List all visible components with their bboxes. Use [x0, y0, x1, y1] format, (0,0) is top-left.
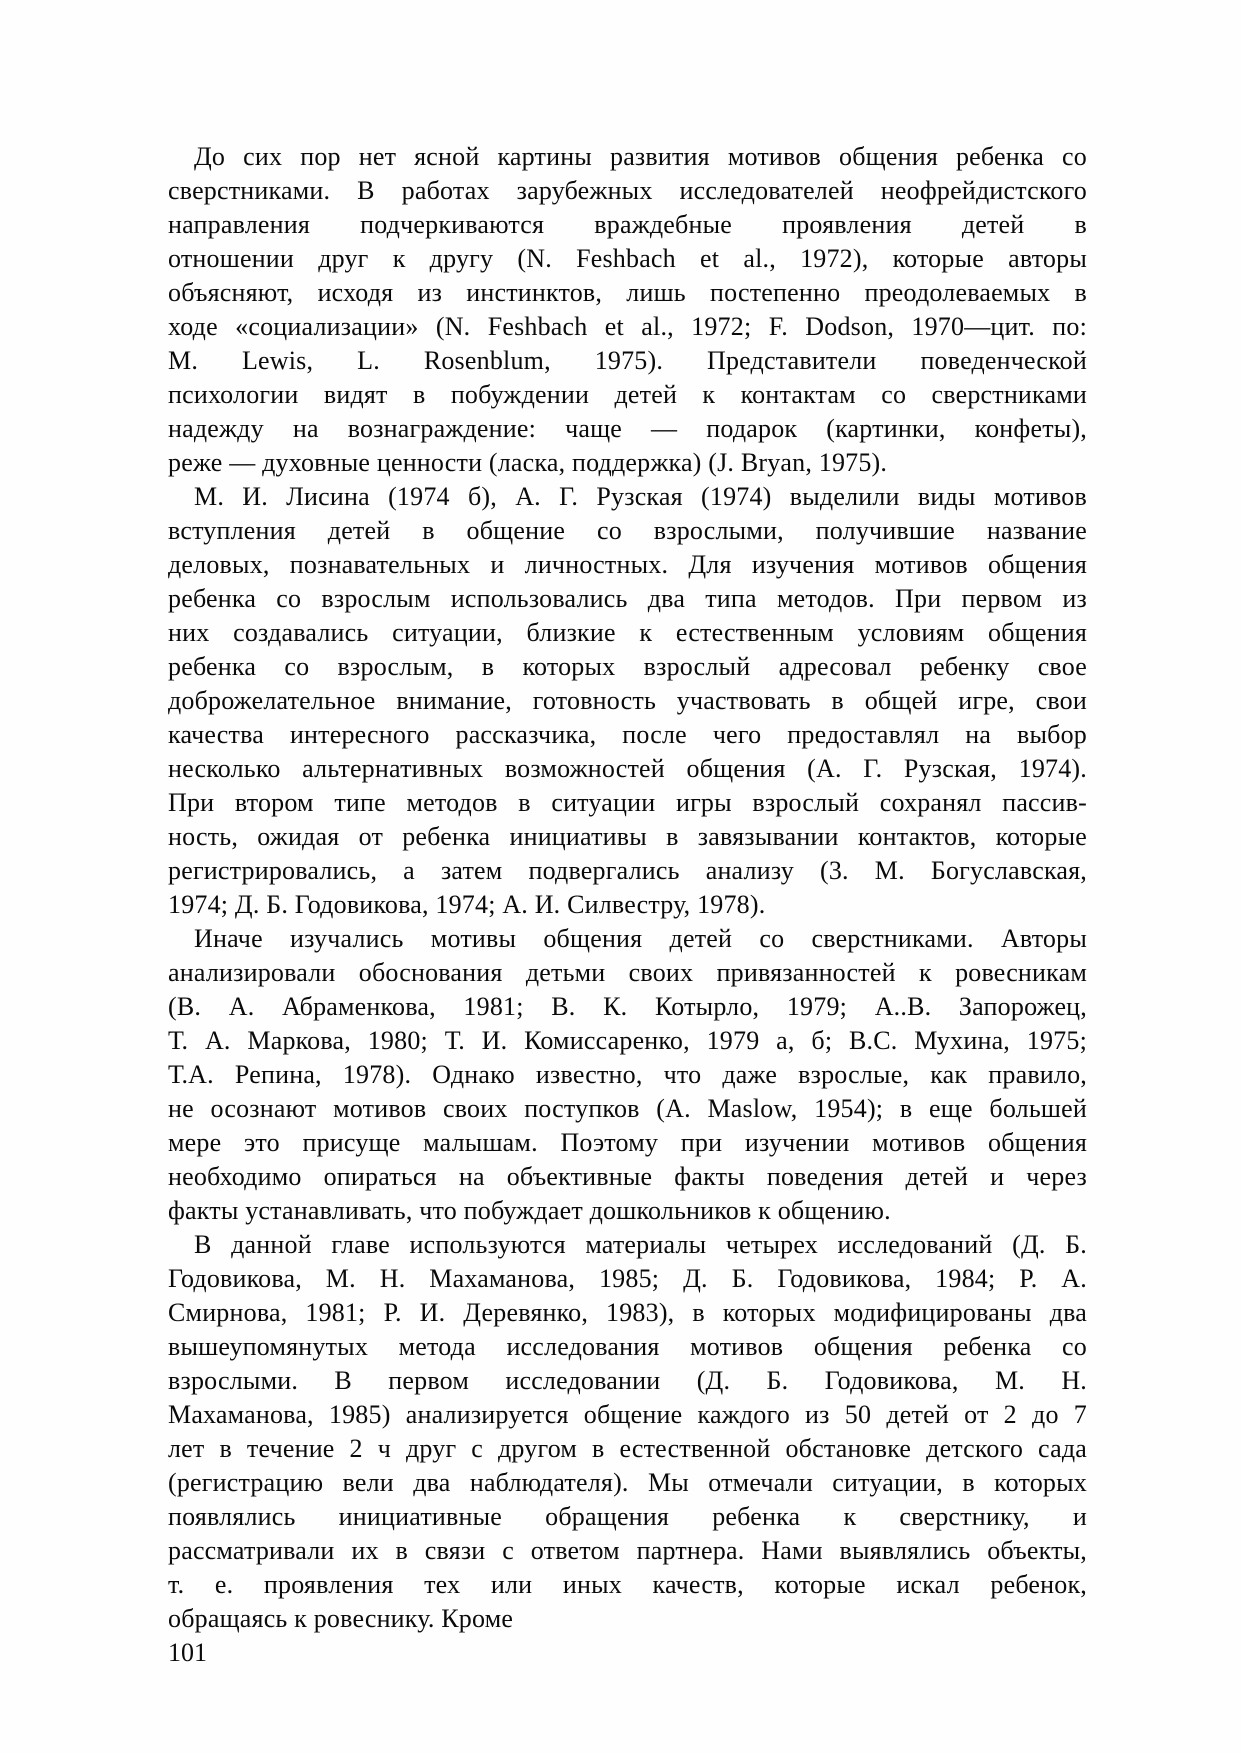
text-line: 1974; Д. Б. Годовикова, 1974; А. И. Силвестру, 1978). — [168, 890, 766, 919]
text-line: деловых, познавательных и личностных. Для изучения мотивов общения — [168, 550, 1087, 579]
text-line: Годовикова, М. Н. Махаманова, 1985; Д. Б. Годовикова, 1984; Р. А. — [168, 1264, 1087, 1293]
text-line: анализировали обоснования детьми своих привязанностей к ровесникам — [168, 958, 1087, 987]
text-line: отношении друг к другу (N. Feshbach et al., 1972), которые авторы — [168, 244, 1087, 273]
text-line: ходе «социализации» (N. Feshbach et al., 1972; F. Dodson, 1970—цит. по: — [168, 312, 1087, 341]
text-line: них создавались ситуации, близкие к естественным условиям общения — [168, 618, 1087, 647]
text-line: т. е. проявления тех или иных качеств, которые искал ребенок, — [168, 1570, 1087, 1599]
text-line: (В. А. Абраменкова, 1981; В. К. Котырло, 1979; А..В. Запорожец, — [168, 992, 1087, 1021]
text-line: мере это присуще малышам. Поэтому при изучении мотивов общения — [168, 1128, 1087, 1157]
text-line: ребенка со взрослым использовались два типа методов. При первом из — [168, 584, 1087, 613]
paragraph — [168, 480, 1087, 922]
text-line: Смирнова, 1981; Р. И. Деревянко, 1983), в которых модифицированы два — [168, 1298, 1087, 1327]
text-line: несколько альтернативных возможностей общения (А. Г. Рузская, 1974). — [168, 754, 1087, 783]
text-line: факты устанавливать, что побуждает дошкольников к общению. — [168, 1196, 891, 1225]
text-line: Т.А. Репина, 1978). Однако известно, что даже взрослые, как правило, — [168, 1060, 1087, 1089]
body-text — [168, 140, 1087, 1636]
text-line: надежду на вознаграждение: чаще — подарок (картинки, конфеты), — [168, 414, 1087, 443]
text-line: не осознают мотивов своих поступков (A. Maslow, 1954); в еще большей — [168, 1094, 1087, 1123]
text-line: Т. А. Маркова, 1980; Т. И. Комиссаренко, 1979 а, б; В.С. Мухина, 1975; — [168, 1026, 1087, 1055]
text-line: доброжелательное внимание, готовность участвовать в общей игре, свои — [168, 686, 1087, 715]
text-line: психологии видят в побуждении детей к контактам со сверстниками — [168, 380, 1087, 409]
text-line: регистрировались, а затем подвергались анализу (3. М. Богуславская, — [168, 856, 1087, 885]
text-line: М. Lewis, L. Rosenblum, 1975). Представители поведенческой — [168, 346, 1087, 375]
text-line: рассматривали их в связи с ответом партнера. Нами выявлялись объекты, — [168, 1536, 1087, 1565]
text-line: Иначе изучались мотивы общения детей со сверстниками. Авторы — [194, 924, 1087, 953]
text-line: обращаясь к ровеснику. Кроме — [168, 1604, 514, 1633]
text-line: сверстниками. В работах зарубежных исследователей неофрейдистского — [168, 176, 1087, 205]
text-line: ребенка со взрослым, в которых взрослый адресовал ребенку свое — [168, 652, 1087, 681]
text-line: В данной главе используются материалы четырех исследований (Д. Б. — [194, 1230, 1087, 1259]
text-line: ность, ожидая от ребенка инициативы в завязывании контактов, которые — [168, 822, 1087, 851]
text-line: Махаманова, 1985) анализируется общение каждого из 50 детей от 2 до 7 — [168, 1400, 1087, 1429]
text-line: М. И. Лисина (1974 б), А. Г. Рузская (1974) выделили виды мотивов — [194, 482, 1087, 511]
paragraph — [168, 140, 1087, 480]
text-line: До сих пор нет ясной картины развития мотивов общения ребенка со — [194, 142, 1087, 171]
text-line: (регистрацию вели два наблюдателя). Мы отмечали ситуации, в которых — [168, 1468, 1087, 1497]
text-line: направления подчеркиваются враждебные проявления детей в — [168, 210, 1087, 239]
page-number: 101 — [168, 1638, 207, 1667]
text-line: вступления детей в общение со взрослыми, получившие название — [168, 516, 1087, 545]
text-line: качества интересного рассказчика, после чего предоставлял на выбор — [168, 720, 1087, 749]
text-line: При втором типе методов в ситуации игры взрослый сохранял пассив- — [168, 788, 1087, 817]
text-line: реже — духовные ценности (ласка, поддержка) (J. Bryan, 1975). — [168, 448, 888, 477]
text-line: лет в течение 2 ч друг с другом в естественной обстановке детского сада — [168, 1434, 1087, 1463]
text-line: взрослыми. В первом исследовании (Д. Б. Годовикова, М. Н. — [168, 1366, 1087, 1395]
paragraph — [168, 922, 1087, 1228]
text-line: необходимо опираться на объективные факты поведения детей и через — [168, 1162, 1087, 1191]
paragraph — [168, 1228, 1087, 1636]
text-line: появлялись инициативные обращения ребенка к сверстнику, и — [168, 1502, 1087, 1531]
text-line: вышеупомянутых метода исследования мотивов общения ребенка со — [168, 1332, 1087, 1361]
text-line: объясняют, исходя из инстинктов, лишь постепенно преодолеваемых в — [168, 278, 1087, 307]
